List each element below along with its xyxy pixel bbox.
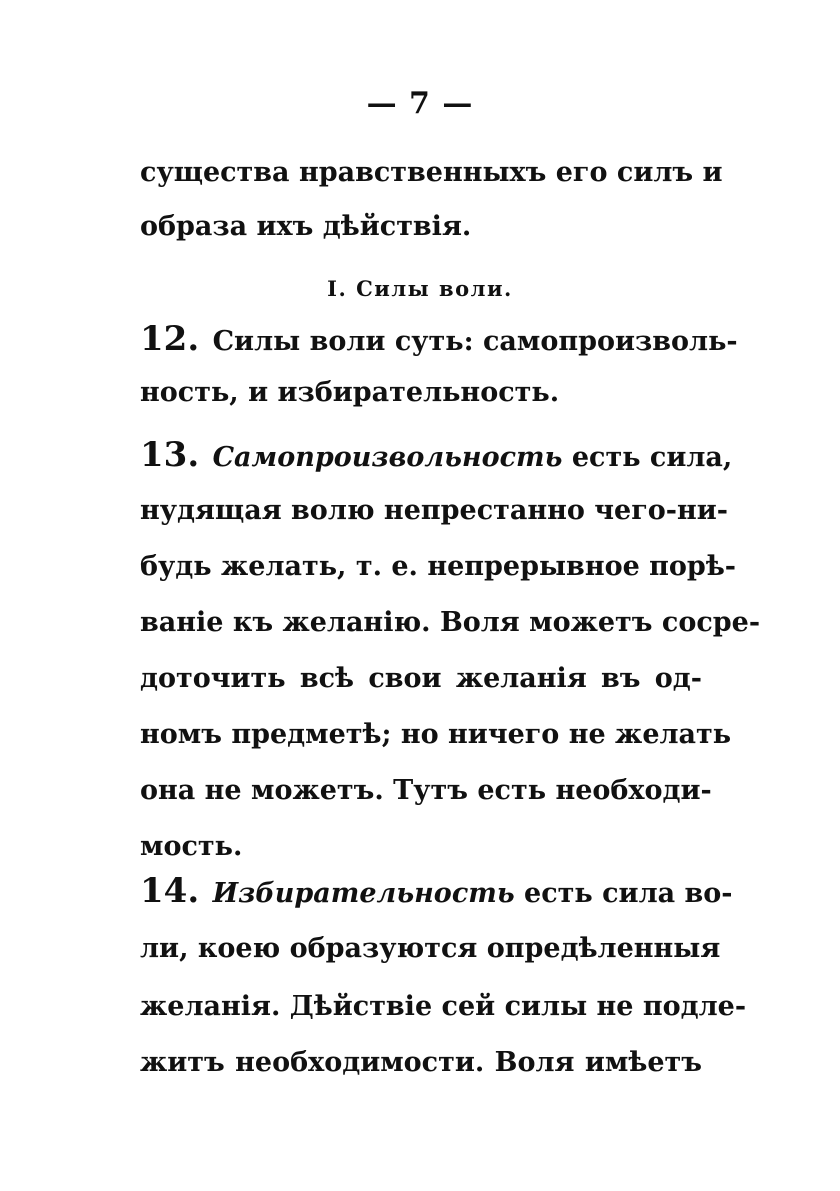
page-number: — 7 — (366, 86, 474, 121)
paragraph-13-line-1 (140, 435, 733, 475)
text-line: желанія. Дѣйствіе сей силы не подле- (140, 991, 747, 1022)
italic-term: Избирательность (212, 878, 515, 909)
text-line: ность, и избирательность. (140, 377, 560, 408)
text-line: будь желать, т. е. непрерывное порѣ- (140, 551, 737, 582)
text-line: доточить всѣ свои желанія въ од- (140, 663, 702, 694)
text-span: есть сила во- (524, 878, 733, 909)
paragraph-number: 13. (140, 435, 200, 475)
paragraph-14-line-1 (140, 871, 733, 911)
section-heading: I. Силы воли. (327, 276, 513, 301)
text-line: образа ихъ дѣйствія. (140, 211, 472, 242)
italic-term: Самопроизвольность (212, 442, 563, 473)
text-line: нудящая волю непрестанно чего-ни- (140, 495, 728, 526)
text-line: ли, коею образуются опредѣленныя (140, 933, 721, 964)
text-line: мость. (140, 831, 243, 862)
text-span: есть сила, (571, 442, 733, 473)
text-line: ваніе къ желанію. Воля можетъ сосре- (140, 607, 761, 638)
text-span: Силы воли суть: самопроизволь- (212, 326, 738, 357)
text-line: она не можетъ. Тутъ есть необходи- (140, 775, 712, 806)
text-line: номъ предметѣ; но ничего не желать (140, 719, 732, 750)
paragraph-number: 14. (140, 871, 200, 911)
text-line: существа нравственныхъ его силъ и (140, 157, 723, 188)
text-line: житъ необходимости. Воля имѣетъ (140, 1047, 702, 1078)
paragraph-number: 12. (140, 319, 200, 359)
paragraph-12-line-1 (140, 319, 738, 359)
